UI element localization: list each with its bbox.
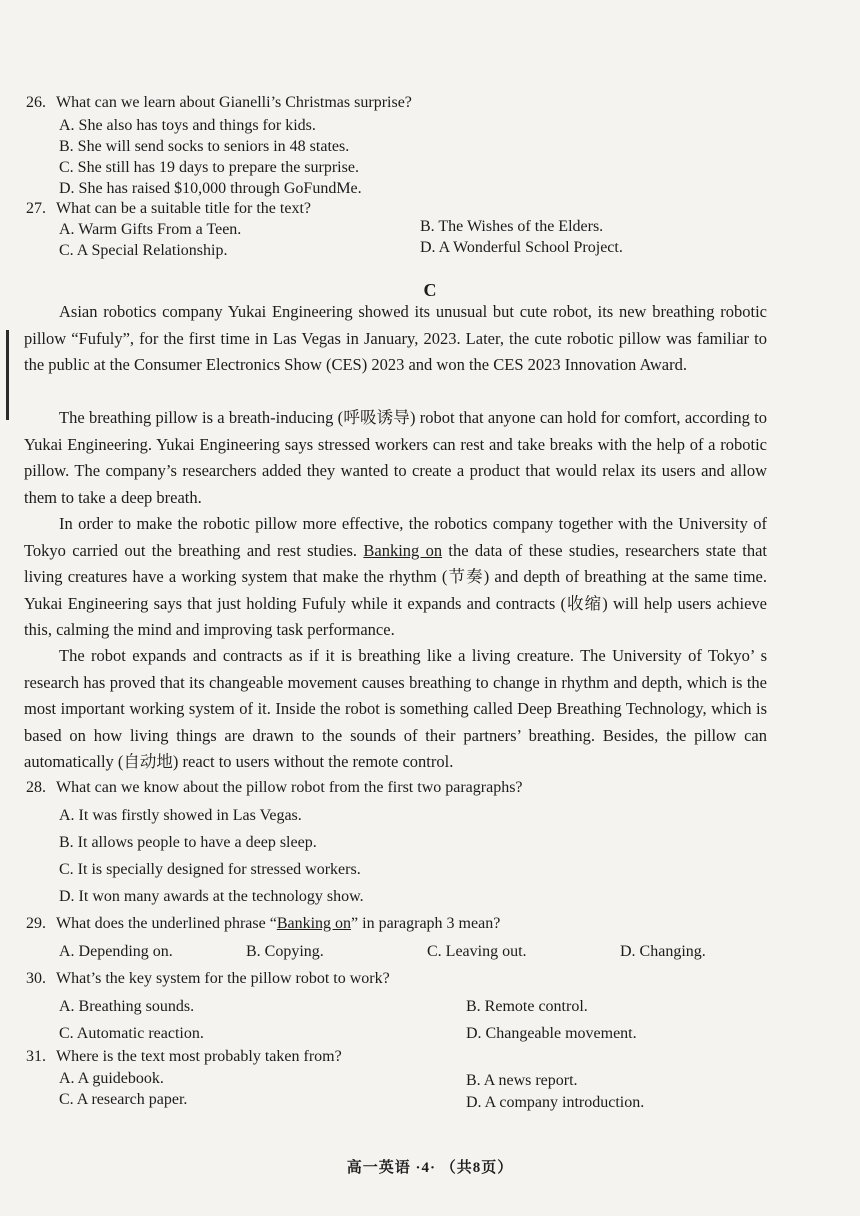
underlined-phrase: Banking on: [276, 915, 352, 932]
question-27-option-b[interactable]: B. The Wishes of the Elders.: [420, 218, 604, 235]
question-29-option-d[interactable]: D. Changing.: [620, 943, 706, 960]
question-number: 30.: [26, 970, 46, 987]
question-text: What can we learn about Gianelli’s Christmas surprise?: [56, 94, 412, 111]
question-27-stem: [26, 199, 311, 219]
paragraph-3-text-before: In order to make the robotic pillow more effective, the robotics company together with the University of Tokyo carried out the breathing and rest studies.: [24, 514, 767, 560]
page-footer: 高一英语 ·4· （共8页）: [346, 1160, 514, 1176]
question-31-stem: [26, 1047, 342, 1067]
paragraph-4: The robot expands and contracts as if it is breathing like a living creature. The University of Tokyo’ s research has proved that its changeable movement causes breathing to change in rhythm and depth, which is the most important working system of it. Inside the robot is something called Deep Breathing Technology, which is based on how living things are drawn to the sounds of their partners’ breathing. Besides, the pillow can automatically (自动地) react to users without the remote control.: [24, 646, 767, 771]
question-27-option-a[interactable]: A. Warm Gifts From a Teen.: [59, 221, 242, 238]
paragraph-3: [24, 511, 767, 644]
question-28-option-d[interactable]: D. It won many awards at the technology show.: [59, 888, 364, 905]
question-number: 27.: [26, 200, 46, 217]
question-number: 26.: [26, 94, 46, 111]
question-31-option-b[interactable]: B. A news report.: [466, 1072, 578, 1089]
question-30-stem: [26, 969, 390, 989]
question-28-option-a[interactable]: A. It was firstly showed in Las Vegas.: [59, 807, 302, 824]
paragraph-1: Asian robotics company Yukai Engineering showed its unusual but cute robot, its new breathing robotic pillow “Fufuly”, for the first time in Las Vegas in January, 2023. Later, the cute robotic pillow was familiar to the public at the Consumer Electronics Show (CES) 2023 and won the CES 2023 Innovation Award.: [24, 302, 767, 374]
question-30-option-b[interactable]: B. Remote control.: [466, 998, 588, 1015]
question-number: 31.: [26, 1048, 46, 1065]
question-30-option-c[interactable]: C. Automatic reaction.: [59, 1025, 204, 1042]
paragraph-2: The breathing pillow is a breath-inducing (呼吸诱导) robot that anyone can hold for comfort, according to Yukai Engineering. Yukai Engineering says stressed workers can rest and take breaks with the help of a robotic pillow. The company’s researchers added they wanted to create a product that would relax its users and allow them to take a deep breath.: [24, 408, 767, 507]
question-26-option-a[interactable]: A. She also has toys and things for kids.: [59, 117, 316, 134]
question-29-stem: [26, 914, 500, 934]
question-30-option-d[interactable]: D. Changeable movement.: [466, 1025, 637, 1042]
question-29-option-c[interactable]: C. Leaving out.: [427, 943, 527, 960]
paragraph-3-text-after: the data of these studies, researchers state that living creatures have a working system that make the rhythm (节奏) and depth of breathing at the same time. Yukai Engineering says that just holding Fufuly while it expands and contracts (收缩) will help users achieve this, calming the mind and improving task performance.: [24, 540, 767, 639]
question-number: 29.: [26, 915, 46, 932]
question-26-option-b[interactable]: B. She will send socks to seniors in 48 states.: [59, 138, 350, 155]
margin-mark: [6, 330, 9, 420]
question-31-option-c[interactable]: C. A research paper.: [59, 1091, 188, 1108]
question-text: What can we know about the pillow robot from the first two paragraphs?: [56, 779, 523, 796]
question-text: What’s the key system for the pillow robot to work?: [56, 970, 390, 987]
question-26-option-d[interactable]: D. She has raised $10,000 through GoFundMe.: [59, 180, 362, 197]
question-text-after: ” in paragraph 3 mean?: [351, 915, 501, 932]
question-text-before: What does the underlined phrase “: [56, 915, 277, 932]
question-text: Where is the text most probably taken from?: [56, 1048, 342, 1065]
underlined-phrase: Banking on: [363, 540, 443, 560]
question-28-stem: [26, 778, 523, 798]
question-29-option-a[interactable]: A. Depending on.: [59, 943, 173, 960]
question-28-option-c[interactable]: C. It is specially designed for stressed workers.: [59, 861, 361, 878]
question-28-option-b[interactable]: B. It allows people to have a deep sleep.: [59, 834, 317, 851]
question-29-option-b[interactable]: B. Copying.: [246, 943, 324, 960]
question-text: What can be a suitable title for the text?: [56, 200, 311, 217]
question-31-option-d[interactable]: D. A company introduction.: [466, 1094, 645, 1111]
question-31-option-a[interactable]: A. A guidebook.: [59, 1070, 164, 1087]
question-30-option-a[interactable]: A. Breathing sounds.: [59, 998, 195, 1015]
question-26-stem: [26, 93, 412, 113]
question-26-option-c[interactable]: C. She still has 19 days to prepare the surprise.: [59, 159, 359, 176]
question-number: 28.: [26, 779, 46, 796]
question-27-option-d[interactable]: D. A Wonderful School Project.: [420, 239, 623, 256]
section-title: C: [423, 280, 437, 300]
question-27-option-c[interactable]: C. A Special Relationship.: [59, 242, 228, 259]
